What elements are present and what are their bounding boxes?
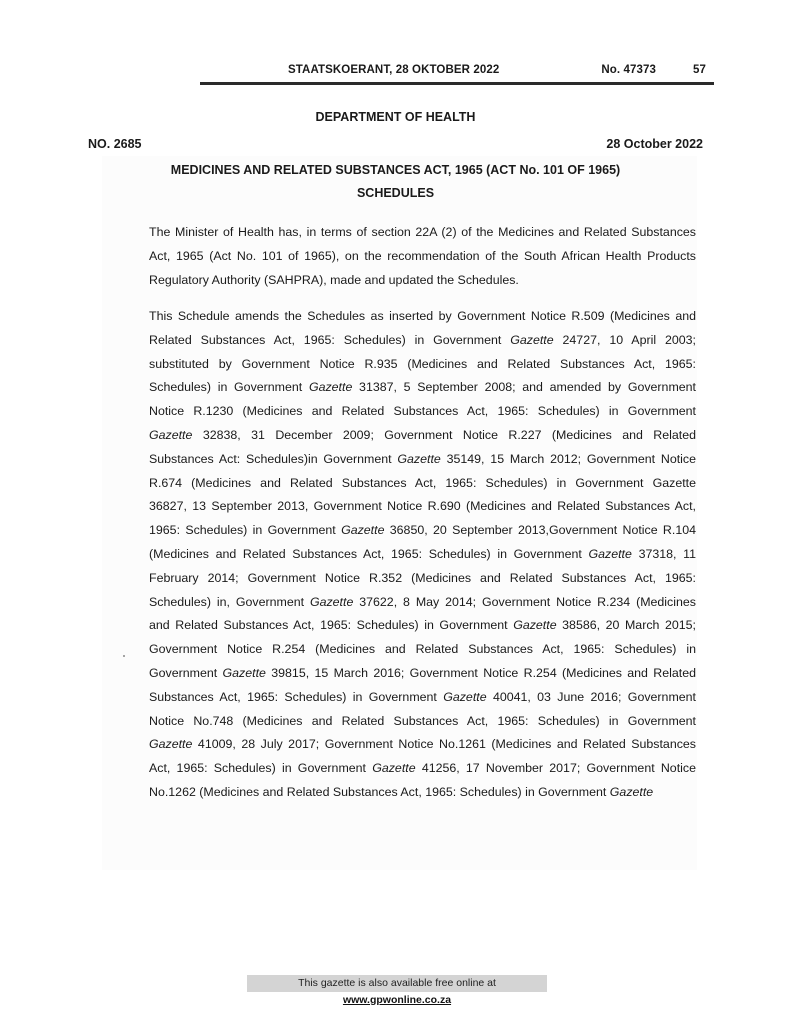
text-run: February 2014; Government Notice R.352 (Medicines and Related Substances Act, 1965: [149,570,696,585]
paragraph-line [149,781,696,805]
paragraph-intro [149,221,696,292]
text-run: 35149, 15 March 2012; Government Notice [440,451,696,466]
gazette-italic: Gazette [510,332,554,347]
paragraph-line [149,329,696,353]
text-run: 38586, 20 March 2015; [556,618,696,633]
paragraph-line: Regulatory Authority (SAHPRA), made and updated the Schedules. [149,272,519,287]
paragraph-line [149,376,696,400]
issue-number: No. 47373 [601,64,656,76]
text-run: 36827, 13 September 2013, Government Notice R.690 (Medicines and Related Substances Act, [149,499,696,514]
gazette-title: STAATSKOERANT, 28 OKTOBER 2022 [288,64,500,76]
paragraph-line [149,495,696,519]
text-run: Government [149,665,223,680]
paragraph-line [149,353,696,377]
page-number: 57 [693,64,706,76]
text-run: This Schedule amends the Schedules as inserted by Government Notice R.509 (Medicines and [149,309,696,323]
gazette-italic: Gazette [609,784,654,799]
text-run: 36850, 20 September 2013,Government Notice R.104 [384,523,696,538]
text-run: 1965: Schedules) in Government [149,523,342,538]
text-run: 24727, 10 April 2003; [553,332,696,347]
notice-date: 28 October 2022 [606,137,703,151]
text-run: substituted by Government Notice R.935 (Medicines and Related Substances Act, 1965: [149,356,696,371]
text-run: Notice R.1230 (Medicines and Related Substances Act, 1965: Schedules) in Government [149,404,696,419]
text-run: Substances Act, 1965: Schedules) in Government [149,689,444,704]
text-run: Substances Act: Schedules)in Government [149,451,398,466]
text-run: 40041, 03 June 2016; Government [486,689,696,704]
text-run: Schedules) in Government [149,380,309,395]
footer-text: This gazette is also available free online at [298,977,496,989]
gazette-italic: Gazette [309,594,354,609]
gazette-italic: Gazette [149,427,193,442]
paragraph-line [149,638,696,662]
paragraph-amendments [149,305,696,805]
running-head [200,64,714,80]
act-title: MEDICINES AND RELATED SUBSTANCES ACT, 1965 (ACT No. 101 OF 1965) [170,163,621,177]
text-run: Schedules) in, Government [149,594,310,609]
gazette-italic: Gazette [513,618,557,633]
paragraph-line [149,591,696,615]
text-run: Act, 1965: Schedules) in Government [149,761,373,776]
text-run: 32838, 31 December 2009; Government Notice R.227 (Medicines and Related [192,427,696,442]
notice-number: NO. 2685 [88,137,142,151]
text-run: (Medicines and Related Substances Act, 1965: Schedules) in Government [149,546,589,561]
text-run: No.1262 (Medicines and Related Substances Act, 1965: Schedules) in Government [149,784,610,799]
paragraph-line [149,757,696,781]
paragraph-line [149,424,696,448]
gazette-italic: Gazette [397,451,441,466]
paragraph-line [149,614,696,638]
paragraph-line: Act, 1965 (Act No. 101 of 1965), on the recommendation of the South African Health Products [149,248,696,263]
paragraph-line [149,448,696,472]
text-run: 31387, 5 September 2008; and amended by Government [352,380,696,395]
text-run: R.674 (Medicines and Related Substances Act, 1965: Schedules) in Government Gazette [149,475,696,490]
paragraph-line [149,686,696,710]
paragraph-line: The Minister of Health has, in terms of section 22A (2) of the Medicines and Related Substances [149,225,696,239]
footer-link[interactable]: www.gpwonline.co.za [342,994,452,1006]
paragraph-line [149,710,696,734]
gazette-italic: Gazette [308,380,353,395]
paragraph-line [149,567,696,591]
text-run: Related Substances Act, 1965: Schedules) in Government [149,332,511,347]
paragraph-line [149,733,696,757]
text-run: 41009, 28 July 2017; Government Notice No.1261 (Medicines and Related Substances [192,737,696,752]
text-run: and Related Substances Act, 1965: Schedules) in Government [149,618,514,633]
paragraph-line [149,519,696,543]
text-run: 41256, 17 November 2017; Government Notice [415,761,696,776]
gazette-italic: Gazette [222,665,266,680]
header-rule [200,82,714,85]
paragraph-line [149,472,696,496]
text-run: Government Notice R.254 (Medicines and Related Substances Act, 1965: Schedules) in [149,642,696,657]
text-run: 37318, 11 [631,546,696,561]
text-run: 37622, 8 May 2014; Government Notice R.234 (Medicines [353,594,696,609]
gazette-italic: Gazette [149,737,193,752]
gazette-italic: Gazette [443,689,487,704]
department-heading: DEPARTMENT OF HEALTH [315,110,476,124]
paragraph-line [149,305,696,329]
paragraph-line [149,543,696,567]
paragraph-line [149,662,696,686]
text-run: 39815, 15 March 2016; Government Notice R.254 (Medicines and Related [265,665,696,680]
schedules-subtitle: SCHEDULES [356,186,435,200]
gazette-italic: Gazette [372,761,416,776]
gazette-italic: Gazette [341,523,385,538]
scan-artifact [123,655,125,657]
gazette-italic: Gazette [588,546,632,561]
footer-banner [247,975,547,1006]
text-run: Notice No.748 (Medicines and Related Substances Act, 1965: Schedules) in Government [149,713,696,728]
paragraph-line [149,400,696,424]
